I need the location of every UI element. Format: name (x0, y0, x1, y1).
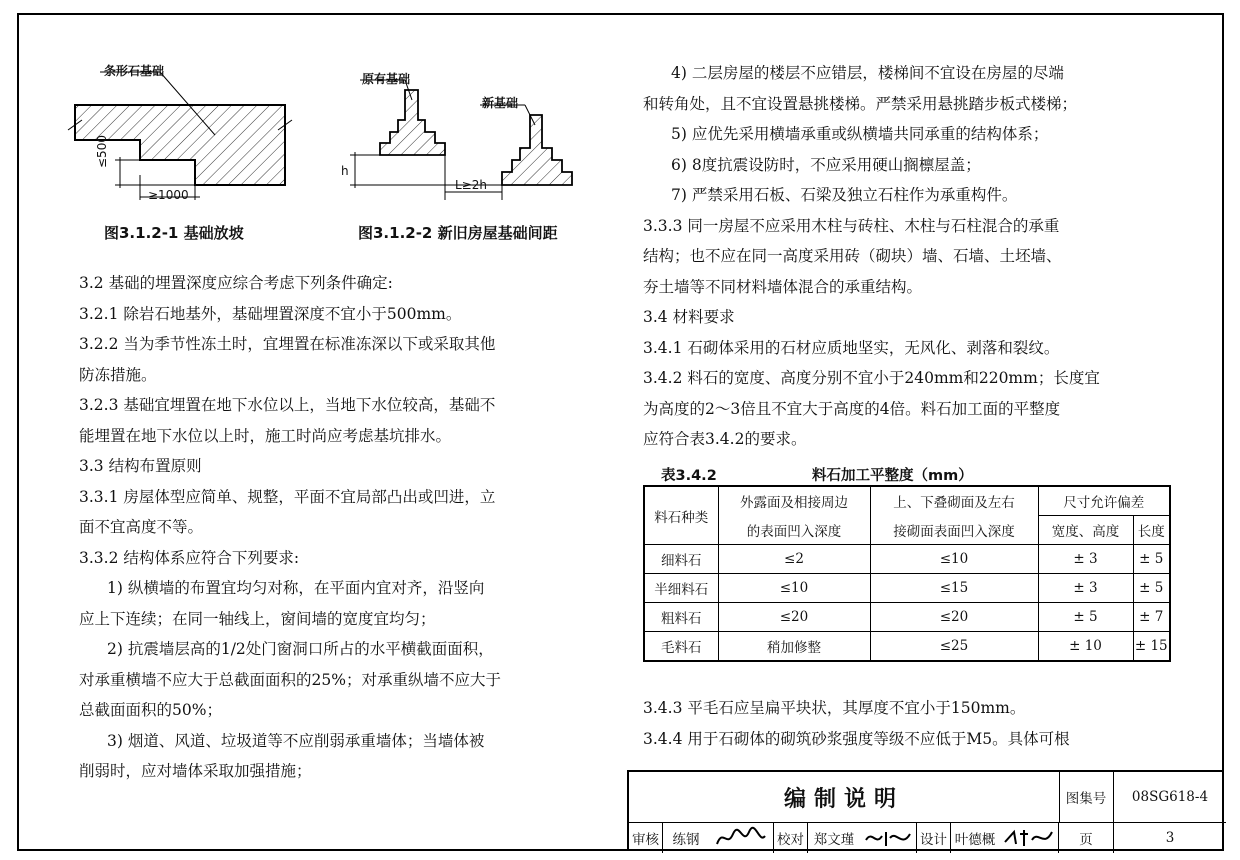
stone-flatness-table (643, 485, 1171, 662)
text-line: 应符合表3.4.2的要求。 (643, 430, 807, 448)
atlas-label: 图集号 (1059, 772, 1114, 822)
table-row (644, 574, 1170, 603)
figure1-dim-height: ≤500 (95, 135, 109, 168)
text-line: 结构；也不应在同一高度采用砖（砌块）墙、石墙、土坯墙、 (643, 247, 1062, 265)
text-line: 1) 纵横墙的布置宜均匀对称，在平面内宜对齐，沿竖向 (107, 579, 485, 597)
cell-exposed: 稍加修整 (718, 632, 870, 662)
table-header-row (644, 486, 1170, 516)
header-stacked-line2: 接砌面表面凹入深度 (870, 516, 1038, 545)
table-title: 料石加工平整度（mm） (812, 468, 973, 484)
text-line: 3.4.3 平毛石应呈扁平块状，其厚度不宜小于150mm。 (643, 699, 1026, 717)
page-label: 页 (1059, 822, 1114, 853)
designer-name: 叶德概 (954, 831, 996, 848)
cell-len: ± 5 (1133, 545, 1170, 574)
header-stacked-line1: 上、下叠砌面及左右 (870, 486, 1038, 516)
cell-exposed: ≤2 (718, 545, 870, 574)
check-label: 校对 (774, 822, 808, 853)
header-exposed-line1: 外露面及相接周边 (718, 486, 870, 516)
cell-exposed: ≤10 (718, 574, 870, 603)
text-line: 3.4 材料要求 (643, 308, 735, 326)
table-row (644, 603, 1170, 632)
figure1-label: 条形石基础 (104, 64, 165, 78)
drawing-title: 编制说明 (629, 772, 1060, 823)
cell-stacked: ≤25 (870, 632, 1038, 662)
cell-type: 粗料石 (644, 603, 718, 632)
text-line: 和转角处，且不宜设置悬挑楼梯。严禁采用悬挑踏步板式楼梯； (643, 94, 1078, 113)
text-line: 5) 应优先采用横墙承重或纵横墙共同承重的结构体系； (671, 125, 1049, 143)
figure2-label-new: 新基础 (482, 96, 519, 110)
cell-type: 毛料石 (644, 632, 718, 662)
header-tolerance: 尺寸允许偏差 (1038, 486, 1170, 516)
text-line: 3.3.3 同一房屋不应采用木柱与砖柱、木柱与石柱混合的承重 (643, 216, 1060, 235)
text-line: 3.4.1 石砌体采用的石材应质地坚实，无风化、剥落和裂纹。 (643, 338, 1060, 357)
cell-wh: ± 10 (1038, 632, 1133, 662)
text-line: 3.3.2 结构体系应符合下列要求: (79, 548, 300, 567)
designer-signature (999, 822, 1059, 853)
figure1-dim-width: ≥1000 (148, 188, 189, 202)
text-line: 3) 烟道、风道、垃圾道等不应削弱承重墙体；当墙体被 (107, 731, 485, 750)
cell-wh: ± 3 (1038, 574, 1133, 603)
text-line: 总截面面积的50%； (79, 701, 222, 719)
left-column-text (79, 268, 501, 787)
figure2-label-old: 原有基础 (362, 72, 411, 86)
header-exposed-line2: 的表面凹入深度 (718, 516, 870, 545)
text-line: 能埋置在地下水位以上时，施工时尚应考虑基坑排水。 (79, 426, 452, 445)
checker-signature (860, 822, 917, 853)
reviewer-signature (709, 822, 774, 853)
design-label: 设计 (917, 822, 951, 853)
cell-stacked: ≤10 (870, 545, 1038, 574)
atlas-number: 08SG618-4 (1131, 789, 1209, 805)
text-line: 2) 抗震墙层高的1/2处门窗洞口所占的水平横截面面积， (107, 640, 494, 658)
checker-name: 郑文瑾 (813, 831, 855, 848)
text-line: 3.2.3 基础宜埋置在地下水位以上，当地下水位较高，基础不 (79, 396, 496, 414)
text-line: 3.4.2 料石的宽度、高度分别不宜小于240mm和220mm；长度宜 (643, 369, 1100, 387)
text-line: 3.4.4 用于石砌体的砌筑砂浆强度等级不应低于M5。具体可根 (643, 729, 1070, 748)
text-line: 3.2.1 除岩石地基外，基础埋置深度不宜小于500mm。 (79, 304, 462, 323)
figure2-dim-l: L≥2h (455, 178, 487, 192)
cell-len: ± 7 (1133, 603, 1170, 632)
text-line: 6) 8度抗震设防时，不应采用硬山搁檩屋盖； (671, 155, 981, 174)
text-line: 为高度的2～3倍且不宜大于高度的4倍。料石加工面的平整度 (643, 399, 1061, 418)
figure2-dim-h: h (341, 164, 349, 178)
table-row (644, 545, 1170, 574)
header-length: 长度 (1133, 516, 1170, 545)
cell-len: ± 5 (1133, 574, 1170, 603)
cell-type: 半细料石 (644, 574, 718, 603)
cell-len: ± 15 (1133, 632, 1170, 662)
reviewer-name: 练钢 (672, 831, 700, 848)
text-line: 3.2 基础的埋置深度应综合考虑下列条件确定: (79, 274, 393, 292)
text-line: 夯土墙等不同材料墙体混合的承重结构。 (643, 277, 923, 296)
text-line: 面不宜高度不等。 (79, 518, 204, 536)
right-column-text (643, 58, 1100, 455)
text-line: 削弱时，应对墙体采取加强措施； (79, 762, 312, 780)
text-line: 应上下连续；在同一轴线上，窗间墙的宽度宜均匀； (79, 609, 436, 628)
text-line: 3.2.2 当为季节性冻土时，宜埋置在标准冻深以下或采取其他 (79, 335, 496, 353)
title-block (627, 770, 1224, 851)
figure1-caption: 图3.1.2-1 基础放坡 (104, 224, 244, 242)
table-caption (661, 464, 973, 485)
text-line: 3.3.1 房屋体型应简单、规整，平面不宜局部凸出或凹进，立 (79, 487, 496, 506)
cell-stacked: ≤20 (870, 603, 1038, 632)
cell-exposed: ≤20 (718, 603, 870, 632)
text-line: 7) 严禁采用石板、石梁及独立石柱作为承重构件。 (671, 186, 1018, 204)
review-label: 审核 (629, 822, 663, 853)
figure2-caption: 图3.1.2-2 新旧房屋基础间距 (358, 224, 558, 242)
cell-wh: ± 5 (1038, 603, 1133, 632)
text-line: 防冻措施。 (79, 365, 157, 384)
page-number: 3 (1165, 829, 1175, 846)
table-header-row (644, 516, 1170, 545)
text-line: 对承重横墙不应大于总截面面积的25%；对承重纵墙不应大于 (79, 670, 501, 689)
header-stone-type: 料石种类 (644, 486, 718, 545)
table-row (644, 632, 1170, 662)
table-number: 表3.4.2 (661, 468, 717, 484)
text-line: 3.3 结构布置原则 (79, 457, 202, 475)
cell-wh: ± 3 (1038, 545, 1133, 574)
cell-stacked: ≤15 (870, 574, 1038, 603)
right-column-bottom-text (643, 693, 1070, 754)
header-width-height: 宽度、高度 (1038, 516, 1133, 545)
cell-type: 细料石 (644, 545, 718, 574)
text-line: 4) 二层房屋的楼层不应错层，楼梯间不宜设在房屋的尽端 (671, 64, 1064, 82)
